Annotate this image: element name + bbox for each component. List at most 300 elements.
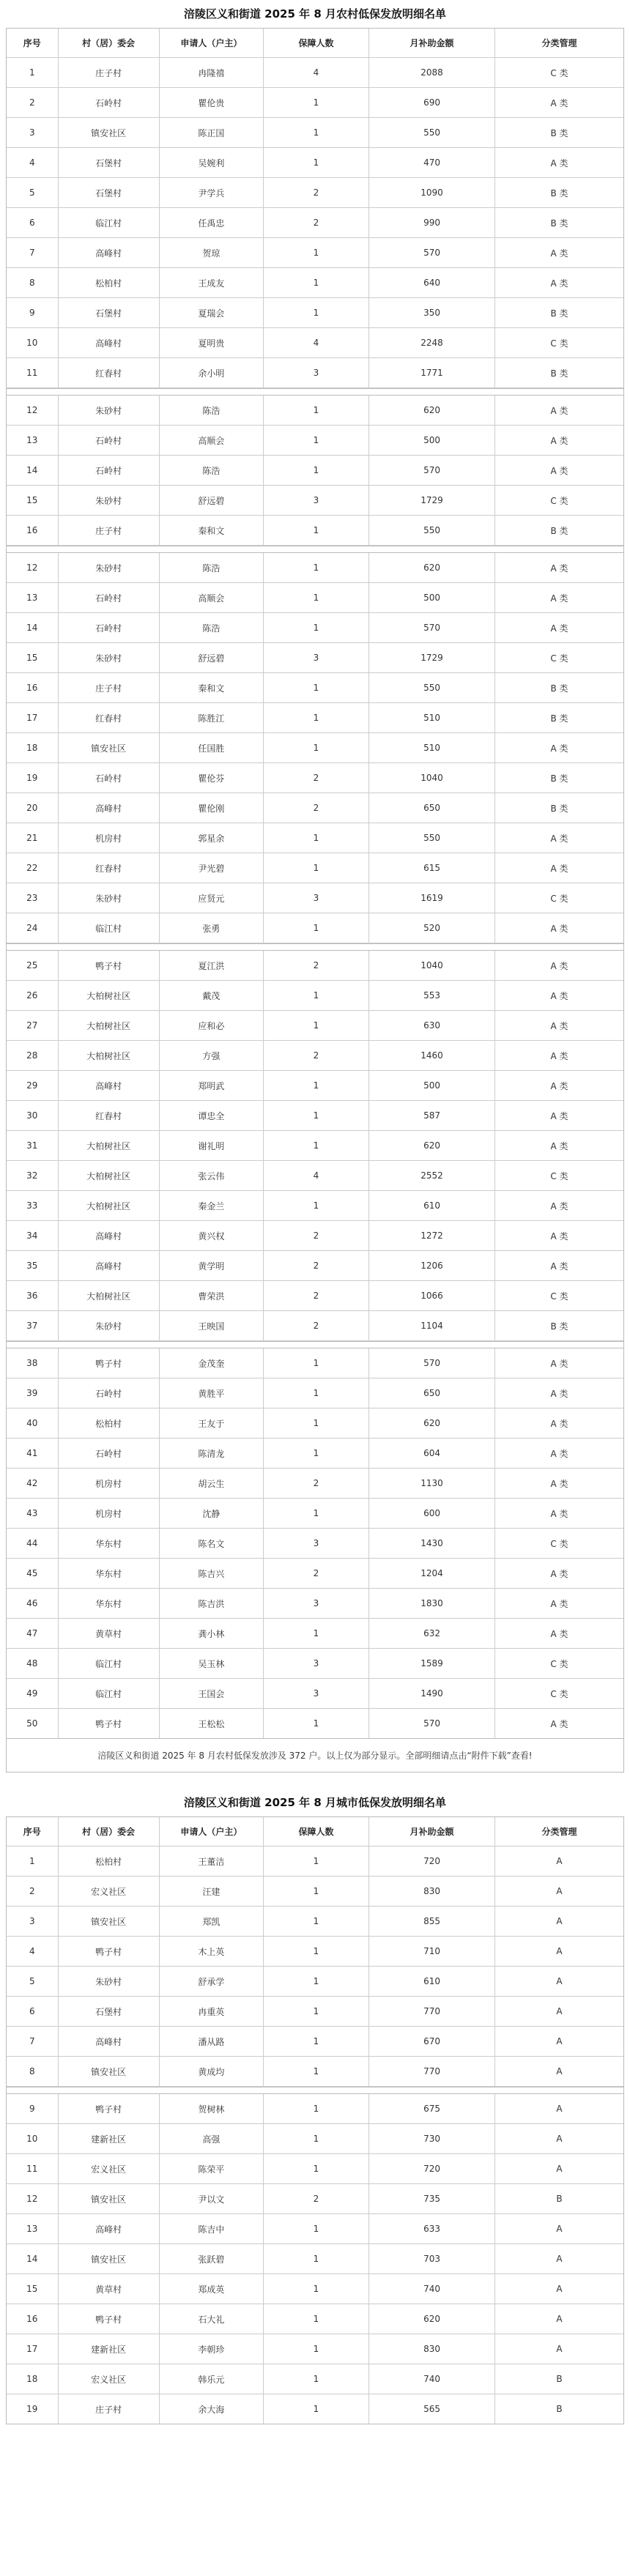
- urban-cell-persons: 1: [264, 2274, 369, 2304]
- urban-cell-serial: 12: [7, 2184, 59, 2213]
- urban-cell-category: A: [556, 2314, 563, 2324]
- rural-cell-category: B 类: [550, 308, 568, 319]
- urban-cell-amount: 740: [369, 2364, 495, 2394]
- rural-cell-category: A 类: [550, 1050, 568, 1061]
- urban-cell-serial: 2: [7, 1877, 59, 1906]
- rural-cell-category: A 类: [550, 833, 568, 844]
- rural-header-serial: 序号: [7, 29, 59, 57]
- urban-cell-persons: 1: [264, 2154, 369, 2183]
- rural-cell-applicant: 王友于: [160, 1408, 264, 1438]
- rural-table-row: [7, 1311, 623, 1341]
- rural-cell-serial: 36: [7, 1281, 59, 1310]
- rural-cell-serial: 38: [7, 1348, 59, 1378]
- urban-cell-committee: 高峰村: [59, 2027, 160, 2056]
- rural-cell-serial: 17: [7, 703, 59, 732]
- urban-cell-amount: 675: [369, 2094, 495, 2123]
- urban-cell-committee: 鸭子村: [59, 1937, 160, 1966]
- urban-table-row: [7, 2214, 623, 2244]
- rural-cell-amount: 570: [369, 456, 495, 485]
- rural-cell-committee: 红春村: [59, 703, 160, 732]
- urban-table-row: [7, 2057, 623, 2087]
- rural-cell-category: C 类: [550, 67, 568, 78]
- rural-cell-serial: 15: [7, 486, 59, 515]
- rural-cell-amount: 570: [369, 238, 495, 267]
- rural-cell-committee: 华东村: [59, 1589, 160, 1618]
- urban-cell-serial: 16: [7, 2304, 59, 2334]
- rural-cell-category: A 类: [550, 593, 568, 604]
- rural-table-row: [7, 1439, 623, 1469]
- rural-header-committee: 村（居）委会: [59, 29, 160, 57]
- rural-cell-committee: 镇安社区: [59, 733, 160, 762]
- rural-cell-persons: 2: [264, 1041, 369, 1070]
- rural-table-row: [7, 1499, 623, 1529]
- rural-table-row: [7, 1101, 623, 1131]
- rural-cell-committee: 石岭村: [59, 583, 160, 612]
- rural-cell-persons: 1: [264, 1619, 369, 1648]
- rural-cell-category: B 类: [550, 803, 568, 814]
- urban-cell-applicant: 李朝珍: [160, 2334, 264, 2364]
- rural-cell-amount: 500: [369, 583, 495, 612]
- rural-cell-persons: 1: [264, 553, 369, 582]
- rural-cell-serial: 47: [7, 1619, 59, 1648]
- rural-cell-applicant: 曹荣洪: [160, 1281, 264, 1310]
- rural-cell-category: A 类: [550, 1020, 568, 1031]
- rural-cell-applicant: 瞿伦芬: [160, 763, 264, 793]
- rural-cell-amount: 1040: [369, 763, 495, 793]
- rural-cell-amount: 550: [369, 823, 495, 853]
- urban-cell-persons: 1: [264, 2214, 369, 2243]
- rural-cell-committee: 石岭村: [59, 763, 160, 793]
- rural-cell-serial: 45: [7, 1559, 59, 1588]
- rural-cell-applicant: 黄学明: [160, 1251, 264, 1280]
- urban-cell-serial: 4: [7, 1937, 59, 1966]
- urban-cell-category: A: [556, 2254, 563, 2264]
- rural-header-persons: 保障人数: [264, 29, 369, 57]
- rural-cell-applicant: 王松松: [160, 1709, 264, 1738]
- rural-cell-persons: 1: [264, 703, 369, 732]
- urban-cell-serial: 5: [7, 1967, 59, 1996]
- urban-cell-amount: 633: [369, 2214, 495, 2243]
- urban-cell-serial: 1: [7, 1846, 59, 1876]
- rural-cell-category: C 类: [550, 1658, 568, 1669]
- rural-cell-persons: 1: [264, 118, 369, 147]
- rural-cell-applicant: 王国会: [160, 1679, 264, 1708]
- urban-cell-amount: 730: [369, 2124, 495, 2153]
- rural-cell-persons: 1: [264, 1071, 369, 1100]
- rural-cell-amount: 2088: [369, 58, 495, 87]
- rural-cell-category: C 类: [550, 495, 568, 506]
- urban-cell-amount: 770: [369, 1997, 495, 2026]
- rural-cell-persons: 3: [264, 1529, 369, 1558]
- rural-cell-amount: 1206: [369, 1251, 495, 1280]
- urban-cell-committee: 石堡村: [59, 1997, 160, 2026]
- rural-cell-serial: 16: [7, 516, 59, 545]
- urban-cell-serial: 15: [7, 2274, 59, 2304]
- rural-cell-amount: 1830: [369, 1589, 495, 1618]
- urban-cell-category: B: [556, 2194, 563, 2204]
- rural-cell-category: A 类: [550, 1140, 568, 1151]
- rural-cell-serial: 14: [7, 613, 59, 642]
- rural-cell-persons: 4: [264, 1161, 369, 1190]
- rural-cell-serial: 21: [7, 823, 59, 853]
- rural-cell-amount: 1040: [369, 951, 495, 980]
- urban-cell-persons: 1: [264, 2244, 369, 2274]
- rural-cell-applicant: 方强: [160, 1041, 264, 1070]
- rural-cell-persons: 1: [264, 913, 369, 943]
- urban-cell-category: B: [556, 2404, 563, 2414]
- urban-table-row: [7, 2304, 623, 2334]
- urban-cell-persons: 1: [264, 2124, 369, 2153]
- rural-cell-applicant: 夏瑞会: [160, 298, 264, 327]
- urban-header-amount: 月补助金额: [369, 1817, 495, 1846]
- rural-cell-category: A 类: [550, 1478, 568, 1489]
- urban-cell-serial: 6: [7, 1997, 59, 2026]
- urban-cell-persons: 1: [264, 2334, 369, 2364]
- rural-cell-persons: 1: [264, 298, 369, 327]
- block-gap: [7, 2087, 623, 2094]
- urban-table-row: [7, 1907, 623, 1937]
- urban-cell-category: A: [556, 2036, 563, 2046]
- rural-table-row: [7, 1559, 623, 1589]
- rural-table-row: [7, 1469, 623, 1499]
- urban-cell-applicant: 黄成均: [160, 2057, 264, 2086]
- rural-table-row: [7, 1071, 623, 1101]
- rural-table-row: [7, 1529, 623, 1559]
- rural-cell-persons: 3: [264, 643, 369, 672]
- rural-cell-persons: 2: [264, 763, 369, 793]
- rural-header-row: [7, 29, 623, 58]
- urban-header-committee: 村（居）委会: [59, 1817, 160, 1846]
- urban-cell-committee: 建新社区: [59, 2124, 160, 2153]
- rural-cell-applicant: 谭忠全: [160, 1101, 264, 1130]
- rural-table-row: [7, 1251, 623, 1281]
- rural-cell-category: B 类: [550, 773, 568, 784]
- rural-cell-committee: 石岭村: [59, 456, 160, 485]
- rural-cell-persons: 2: [264, 951, 369, 980]
- rural-cell-persons: 4: [264, 58, 369, 87]
- rural-cell-applicant: 黄兴权: [160, 1221, 264, 1250]
- rural-cell-applicant: 尹光碧: [160, 853, 264, 883]
- rural-table-row: [7, 793, 623, 823]
- rural-cell-committee: 松柏村: [59, 268, 160, 297]
- rural-cell-serial: 22: [7, 853, 59, 883]
- urban-cell-committee: 镇安社区: [59, 2244, 160, 2274]
- rural-cell-committee: 石堡村: [59, 148, 160, 177]
- urban-table-row: [7, 2184, 623, 2214]
- rural-cell-applicant: 舒远碧: [160, 643, 264, 672]
- rural-cell-amount: 1460: [369, 1041, 495, 1070]
- rural-table-row: [7, 148, 623, 178]
- rural-cell-persons: 1: [264, 268, 369, 297]
- urban-cell-serial: 11: [7, 2154, 59, 2183]
- rural-cell-serial: 37: [7, 1311, 59, 1340]
- rural-table-row: [7, 88, 623, 118]
- rural-table-row: [7, 58, 623, 88]
- rural-cell-committee: 大柏树社区: [59, 1281, 160, 1310]
- rural-cell-persons: 1: [264, 1191, 369, 1220]
- rural-cell-serial: 41: [7, 1439, 59, 1468]
- urban-cell-committee: 朱砂村: [59, 1967, 160, 1996]
- urban-cell-persons: 1: [264, 1907, 369, 1936]
- urban-cell-category: A: [556, 2224, 563, 2234]
- rural-cell-committee: 鸭子村: [59, 1348, 160, 1378]
- rural-cell-applicant: 秦和文: [160, 673, 264, 702]
- rural-cell-category: A 类: [550, 435, 568, 446]
- rural-table-row: [7, 396, 623, 426]
- rural-cell-applicant: 高顺会: [160, 426, 264, 455]
- rural-cell-committee: 高峰村: [59, 328, 160, 357]
- rural-cell-serial: 4: [7, 148, 59, 177]
- rural-cell-persons: 2: [264, 1221, 369, 1250]
- rural-cell-category: A 类: [550, 1418, 568, 1429]
- rural-cell-amount: 1066: [369, 1281, 495, 1310]
- rural-cell-serial: 33: [7, 1191, 59, 1220]
- rural-cell-amount: 510: [369, 703, 495, 732]
- urban-cell-applicant: 潘从路: [160, 2027, 264, 2056]
- rural-table-row: [7, 1348, 623, 1378]
- urban-table-row: [7, 2094, 623, 2124]
- rural-cell-serial: 1: [7, 58, 59, 87]
- urban-title: 涪陵区义和街道 2025 年 8 月城市低保发放明细名单: [183, 1796, 447, 1809]
- rural-table-row: [7, 1161, 623, 1191]
- rural-cell-serial: 46: [7, 1589, 59, 1618]
- rural-cell-category: A 类: [550, 1388, 568, 1399]
- rural-cell-amount: 550: [369, 516, 495, 545]
- rural-cell-applicant: 秦金兰: [160, 1191, 264, 1220]
- rural-cell-applicant: 陈浩: [160, 613, 264, 642]
- urban-header-applicant: 申请人（户主）: [160, 1817, 264, 1846]
- rural-cell-serial: 7: [7, 238, 59, 267]
- rural-table-row: [7, 823, 623, 853]
- urban-cell-persons: 1: [264, 1967, 369, 1996]
- rural-header-applicant: 申请人（户主）: [160, 29, 264, 57]
- rural-cell-committee: 庄子村: [59, 516, 160, 545]
- rural-cell-serial: 13: [7, 426, 59, 455]
- rural-cell-serial: 49: [7, 1679, 59, 1708]
- rural-table-row: [7, 703, 623, 733]
- rural-table-row: [7, 1709, 623, 1738]
- rural-cell-persons: 2: [264, 1311, 369, 1340]
- rural-cell-category: A 类: [550, 1598, 568, 1609]
- rural-cell-amount: 553: [369, 981, 495, 1010]
- urban-cell-committee: 鸭子村: [59, 2304, 160, 2334]
- rural-cell-applicant: 高顺会: [160, 583, 264, 612]
- urban-table-row: [7, 2334, 623, 2364]
- rural-cell-serial: 23: [7, 883, 59, 913]
- rural-cell-category: C 类: [550, 338, 568, 349]
- rural-cell-committee: 高峰村: [59, 1221, 160, 1250]
- urban-cell-amount: 565: [369, 2394, 495, 2424]
- rural-table-row: [7, 118, 623, 148]
- rural-cell-persons: 1: [264, 981, 369, 1010]
- rural-table-row: [7, 486, 623, 516]
- rural-cell-persons: 3: [264, 358, 369, 387]
- rural-cell-serial: 39: [7, 1378, 59, 1408]
- rural-cell-category: A 类: [550, 990, 568, 1001]
- rural-cell-applicant: 瞿伦贵: [160, 88, 264, 117]
- rural-cell-amount: 615: [369, 853, 495, 883]
- rural-cell-category: A 类: [550, 1231, 568, 1241]
- rural-table-row: [7, 178, 623, 208]
- urban-cell-category: A: [556, 2066, 563, 2076]
- rural-cell-committee: 大柏树社区: [59, 981, 160, 1010]
- urban-table-row: [7, 1846, 623, 1877]
- rural-cell-committee: 机房村: [59, 1469, 160, 1498]
- rural-cell-category: A 类: [550, 1080, 568, 1091]
- rural-cell-persons: 2: [264, 793, 369, 823]
- rural-cell-serial: 50: [7, 1709, 59, 1738]
- rural-cell-committee: 庄子村: [59, 673, 160, 702]
- rural-cell-committee: 镇安社区: [59, 118, 160, 147]
- rural-cell-committee: 大柏树社区: [59, 1041, 160, 1070]
- rural-cell-committee: 临江村: [59, 1679, 160, 1708]
- urban-cell-applicant: 陈吉中: [160, 2214, 264, 2243]
- rural-table-row: [7, 673, 623, 703]
- rural-cell-serial: 40: [7, 1408, 59, 1438]
- rural-table-row: [7, 613, 623, 643]
- rural-cell-applicant: 陈胜江: [160, 703, 264, 732]
- rural-cell-amount: 470: [369, 148, 495, 177]
- urban-cell-persons: 1: [264, 1997, 369, 2026]
- rural-cell-amount: 1771: [369, 358, 495, 387]
- rural-cell-serial: 20: [7, 793, 59, 823]
- urban-cell-applicant: 陈荣平: [160, 2154, 264, 2183]
- urban-cell-amount: 720: [369, 2154, 495, 2183]
- rural-title: 涪陵区义和街道 2025 年 8 月农村低保发放明细名单: [183, 7, 447, 21]
- urban-cell-category: A: [556, 2104, 563, 2114]
- urban-table-row: [7, 2364, 623, 2394]
- rural-cell-applicant: 陈正国: [160, 118, 264, 147]
- rural-cell-serial: 11: [7, 358, 59, 387]
- rural-cell-applicant: 戴茂: [160, 981, 264, 1010]
- rural-cell-committee: 高峰村: [59, 1251, 160, 1280]
- rural-cell-committee: 临江村: [59, 913, 160, 943]
- rural-cell-category: A 类: [550, 743, 568, 754]
- urban-cell-serial: 18: [7, 2364, 59, 2394]
- urban-cell-persons: 1: [264, 1877, 369, 1906]
- rural-cell-committee: 大柏树社区: [59, 1161, 160, 1190]
- rural-cell-category: A 类: [550, 563, 568, 574]
- urban-cell-serial: 9: [7, 2094, 59, 2123]
- rural-cell-persons: 2: [264, 1469, 369, 1498]
- rural-cell-category: B 类: [550, 188, 568, 198]
- rural-table-row: [7, 426, 623, 456]
- rural-cell-applicant: 陈吉洪: [160, 1589, 264, 1618]
- rural-cell-amount: 570: [369, 613, 495, 642]
- rural-cell-serial: 10: [7, 328, 59, 357]
- rural-cell-category: A 类: [550, 1110, 568, 1121]
- urban-cell-committee: 黄草村: [59, 2274, 160, 2304]
- rural-cell-persons: 1: [264, 1011, 369, 1040]
- rural-cell-persons: 1: [264, 853, 369, 883]
- rural-cell-amount: 650: [369, 1378, 495, 1408]
- rural-cell-persons: 2: [264, 208, 369, 237]
- rural-cell-persons: 1: [264, 456, 369, 485]
- rural-cell-category: A 类: [550, 1261, 568, 1272]
- urban-cell-applicant: 高强: [160, 2124, 264, 2153]
- rural-cell-amount: 1090: [369, 178, 495, 207]
- rural-cell-persons: 2: [264, 1251, 369, 1280]
- rural-cell-category: B 类: [550, 368, 568, 379]
- urban-cell-applicant: 郑凯: [160, 1907, 264, 1936]
- rural-cell-amount: 510: [369, 733, 495, 762]
- rural-cell-committee: 红春村: [59, 853, 160, 883]
- rural-cell-applicant: 陈名文: [160, 1529, 264, 1558]
- rural-cell-serial: 42: [7, 1469, 59, 1498]
- rural-cell-applicant: 黄胜平: [160, 1378, 264, 1408]
- rural-cell-category: A 类: [550, 1358, 568, 1369]
- rural-table-row: [7, 951, 623, 981]
- rural-cell-amount: 550: [369, 118, 495, 147]
- urban-cell-committee: 宏义社区: [59, 2154, 160, 2183]
- rural-cell-committee: 机房村: [59, 1499, 160, 1528]
- rural-cell-committee: 庄子村: [59, 58, 160, 87]
- urban-cell-serial: 10: [7, 2124, 59, 2153]
- rural-cell-category: A 类: [550, 248, 568, 259]
- rural-cell-committee: 临江村: [59, 1649, 160, 1678]
- rural-table: [6, 28, 624, 1739]
- rural-cell-amount: 990: [369, 208, 495, 237]
- rural-cell-serial: 6: [7, 208, 59, 237]
- urban-cell-category: A: [556, 1886, 563, 1896]
- rural-cell-category: B 类: [550, 525, 568, 536]
- rural-cell-applicant: 谢礼明: [160, 1131, 264, 1160]
- rural-cell-persons: 1: [264, 673, 369, 702]
- rural-cell-persons: 1: [264, 733, 369, 762]
- rural-cell-category: B 类: [550, 1321, 568, 1332]
- rural-cell-category: C 类: [550, 653, 568, 664]
- rural-cell-serial: 16: [7, 673, 59, 702]
- rural-cell-category: C 类: [550, 1688, 568, 1699]
- rural-cell-amount: 1490: [369, 1679, 495, 1708]
- urban-table-row: [7, 2027, 623, 2057]
- rural-cell-committee: 朱砂村: [59, 883, 160, 913]
- urban-cell-committee: 宏义社区: [59, 1877, 160, 1906]
- urban-header-category: 分类管理: [541, 1827, 577, 1837]
- urban-cell-persons: 1: [264, 2304, 369, 2334]
- rural-cell-persons: 1: [264, 1101, 369, 1130]
- rural-table-row: [7, 553, 623, 583]
- urban-cell-amount: 770: [369, 2057, 495, 2086]
- rural-cell-applicant: 沈静: [160, 1499, 264, 1528]
- rural-cell-category: A 类: [550, 623, 568, 634]
- rural-table-row: [7, 763, 623, 793]
- rural-table-row: [7, 1221, 623, 1251]
- urban-cell-applicant: 王董洁: [160, 1846, 264, 1876]
- rural-cell-serial: 30: [7, 1101, 59, 1130]
- rural-cell-applicant: 王映国: [160, 1311, 264, 1340]
- rural-cell-serial: 34: [7, 1221, 59, 1250]
- rural-cell-serial: 14: [7, 456, 59, 485]
- urban-cell-category: A: [556, 1856, 563, 1866]
- urban-cell-applicant: 冉重英: [160, 1997, 264, 2026]
- rural-cell-category: A 类: [550, 97, 568, 108]
- urban-cell-amount: 830: [369, 1877, 495, 1906]
- rural-cell-committee: 大柏树社区: [59, 1131, 160, 1160]
- rural-cell-category: A 类: [550, 405, 568, 416]
- urban-table-row: [7, 2394, 623, 2424]
- rural-table-row: [7, 733, 623, 763]
- rural-cell-serial: 28: [7, 1041, 59, 1070]
- rural-cell-serial: 27: [7, 1011, 59, 1040]
- urban-cell-applicant: 贺树林: [160, 2094, 264, 2123]
- rural-cell-amount: 1619: [369, 883, 495, 913]
- rural-cell-applicant: 尹学兵: [160, 178, 264, 207]
- rural-cell-serial: 18: [7, 733, 59, 762]
- urban-cell-applicant: 汪建: [160, 1877, 264, 1906]
- urban-cell-persons: 1: [264, 2057, 369, 2086]
- rural-table-row: [7, 1131, 623, 1161]
